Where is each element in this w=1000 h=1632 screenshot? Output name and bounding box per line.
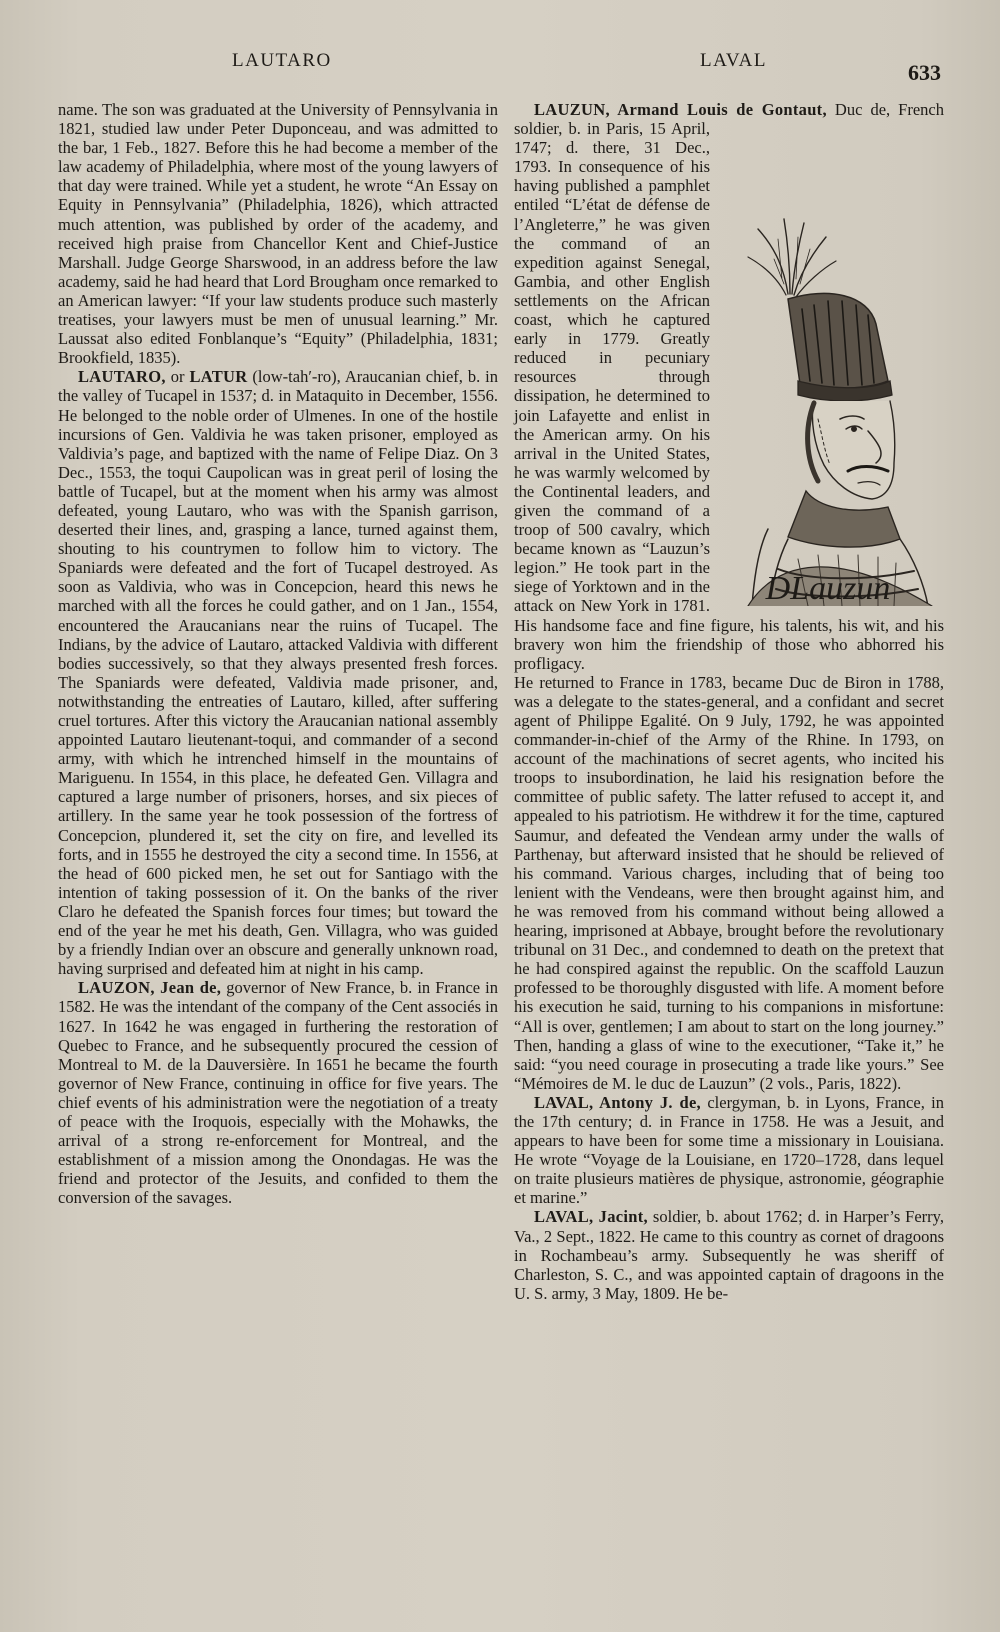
entry-lauzun-continuation: He returned to France in 1783, became Duc de Biron in 1788, was a delegate to the states-general, and a confidant and secret agent of Philippe Egalité. On 9 July, 1792, he was appointed commander-in-chief of the Army of the Rhine. In 1793, on account of the machinations of secret agents, who incited his troops to insubordination, he laid his resignation before the committee of public safety. The latter refused to accept it, and appealed to his patriotism. He withdrew it for the time, captured Saumur, and defeated the Vendean army under the walls of Parthenay, but afterward insisted that he should be relieved of his command. Various charges, including that of being too lenient with the Vendeans, were then brought against him, and he was removed from his command without being allowed a hearing, imprisoned at Abbaye, brought before the revolutionary tribunal on 31 Dec., and condemned to death on the pretext that he had conspired against the republic. On the scaffold Lauzun professed to be thoroughly disgusted with life. A moment before his execution he said, turning to his companions in misfortune: “All is over, gentlemen; I am about to start on the long journey.” Then, handing a glass of wine to the executioner, “Take it,” he said: “you need courage in prosecuting a trade like yours.” See “Mémoires de M. le duc de Lauzun” (2 vols., Paris, 1822). <box>514 672 944 1093</box>
headword-lauzon: LAUZON, Jean de, <box>78 978 222 998</box>
headword-lautaro: LAUTARO, <box>78 367 166 387</box>
entry-lauzun-body-top: Duc de, French soldier, b. in Paris, 15 April, 1747; d. there, 31 Dec., 1793. In consequence of his having published a pamphlet entiled “L’état de défense de l’Angleterre,” he was given the command of an expedition against Senegal, Gambia, and other English settlements on the African coast, which he captured early in 1779. Greatly reduced in pecuniary resources through dissipation, he determined to join Lafayette and enlist in the American army. On his arrival in the United States, he was warmly welcomed by the Continental leaders, and given the command of a troop of 500 cavalry, which became known as “Lauzun’s legion.” He took part in the siege of Yorktown and in the attack on New York in 1781. His handsome face and fine figure, his talents, his wit, and his bravery won him the friendship of those who abhorred his profligacy. <box>514 100 944 673</box>
headword-laval-jacint: LAVAL, Jacint, <box>534 1207 648 1227</box>
lauzun-portrait-engraving <box>718 119 944 606</box>
entry-laussat-continuation: name. The son was graduated at the University of Pennsylvania in 1821, studied law under Peter Duponceau, and was admitted to the bar, 1 Feb., 1827. Before this he had become a member of the law academy of Philadelphia, where most of the young lawyers of that day were trained. While yet a student, he wrote “An Essay on Equity in Pennsylvania” (Philadelphia, 1826), which attracted much attention, was published by order of the academy, and received high praise from Chancellor Kent and Chief-Justice Marshall. Judge George Sharswood, in an address before the law academy, said he had heard that Lord Brougham once remarked to an American lawyer: “If your law students produce such masterly treatises, your lawyers must be men of unusual learning.” Mr. Laussat also edited Fonblanque’s “Equity” (Philadelphia, 1831; Brookfield, 1835). <box>58 100 498 368</box>
left-column <box>58 100 498 1207</box>
entry-lautaro-body: (low-tah′-ro), Araucanian chief, b. in the valley of Tucapel in 1537; d. in Mataquito in December, 1556. He belonged to the noble order of Ulmenes. In one of the hostile incursions of Gen. Valdivia he was taken prisoner, employed as Valdivia’s page, and baptized with the name of Felipe Diaz. On 3 Dec., 1553, the toqui Caupolican was in great peril of losing the battle of Tucapel, but at the moment when his army was almost defeated, young Lautaro, who was with the Spanish garrison, deserted their lines, and, grasping a lance, turned against them, shouting to his countrymen to follow him to victory. The Spaniards were defeated and the fort of Tucapel destroyed. As soon as Valdivia, who was in Concepcion, heard this news he marched with all the forces he could gather, and on 1 Jan., 1554, encountered the Araucanians near the ruins of Tucapel. The Indians, by the advice of Lautaro, attacked Valdivia with different bodies successively, so that they always presented fresh forces. The Spaniards were defeated, Valdivia made prisoner, and, notwithstanding the entreaties of Lautaro, killed, after suffering cruel tortures. After this victory the Araucanian national assembly appointed Lautaro lieutenant-toqui, and commander of a second army, with which he intrenched himself in the mountains of Mariguenu. In 1554, in this place, he defeated Gen. Villagra and captured a large number of prisoners, horses, and six pieces of artillery. In the same year he took possession of the fortress of Concepcion, plundered it, set the city on fire, and levelled its forts, and in 1555 he destroyed the city a second time. In 1556, at the head of 600 picked men, he set out for Santiago with the intention of taking possession of it. On the banks of the river Claro he defeated the Spanish forces four times; but toward the end of the year he met his death, Gen. Villagra, who was guided by a friendly Indian over an obscure and generally unknown road, having surprised and defeated him at night in his camp. <box>58 367 498 979</box>
entry-lauzon <box>58 978 498 1207</box>
entry-laval-antony-body: clergyman, b. in Lyons, France, in the 17th century; d. in France in 1758. He was a Jesuit, and appears to have been for some time a missionary in Louisiana. He wrote “Voyage de la Louisiane, en 1720–1728, dans lequel on traite plusieurs matières de physique, astronomie, géographie et marine.” <box>514 1092 944 1208</box>
page-number: 633 <box>908 60 941 85</box>
headword-laval-antony: LAVAL, Antony J. de, <box>534 1092 701 1112</box>
lauzun-signature: DLauzun <box>765 570 891 607</box>
entry-lauzon-body: governor of New France, b. in France in 1582. He was the intendant of the company of the Cent associés in 1627. In 1642 he was engaged in furthering the restoration of Quebec to France, and he subsequently procured the cession of Montreal to M. de la Dauversière. In 1651 he became the fourth governor of New France, continuing in office for five years. The chief events of his administration were the negotiation of a treaty of peace with the Iroquois, especially with the Mohawks, the arrival of a strong re-enforcement for Montreal, and the establishment of a mission among the Onondagas. He was the friend and protector of the Jesuits, and confided to them the conversion of the savages. <box>58 978 498 1208</box>
lauzun-portrait-figure <box>718 119 944 606</box>
headword-connector: or <box>165 367 190 387</box>
right-column <box>514 100 944 1303</box>
entry-lautaro <box>58 367 498 978</box>
headword-lauzun: LAUZUN, Armand Louis de Gontaut, <box>534 100 827 119</box>
entry-lauzun-intro <box>514 100 944 673</box>
running-head-left: LAUTARO <box>232 50 332 71</box>
headword-latur: LATUR <box>189 367 248 387</box>
entry-lauzun <box>514 100 944 673</box>
entry-laval-antony <box>514 1093 944 1208</box>
entry-laval-jacint-body: soldier, b. about 1762; d. in Harper’s Ferry, Va., 2 Sept., 1822. He came to this country as cornet of dragoons in Rochambeau’s army. Subsequently he was sheriff of Charleston, S. C., and was appointed captain of dragoons in the U. S. army, 3 May, 1809. He be- <box>514 1207 944 1303</box>
entry-laval-jacint <box>514 1207 944 1302</box>
running-head-right: LAVAL <box>700 50 767 71</box>
